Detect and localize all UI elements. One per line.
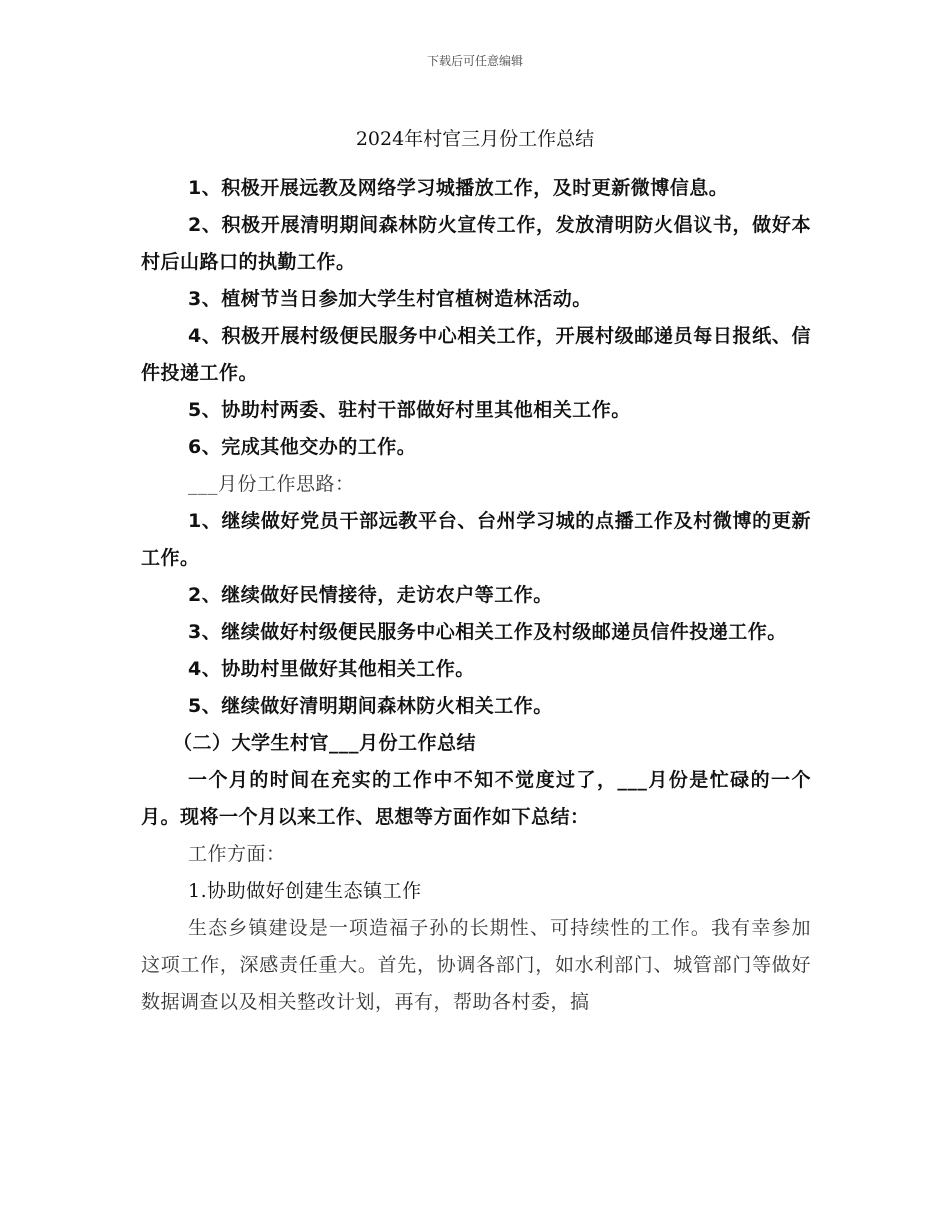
- subsection-heading: 1.协助做好创建生态镇工作: [188, 880, 422, 902]
- paragraph: 2、继续做好民情接待，走访农户等工作。: [188, 584, 553, 606]
- paragraph: 一个月的时间在充实的工作中不知不觉度过了，___月份是忙碌的一个月。现将一个月以来工作、思想等方面作如下总结：: [141, 769, 811, 828]
- paragraph: 2、积极开展清明期间森林防火宣传工作，发放清明防火倡议书，做好本村后山路口的执勤工作。: [141, 214, 811, 273]
- paragraph: 生态乡镇建设是一项造福子孙的长期性、可持续性的工作。我有幸参加这项工作，深感责任重大。首先，协调各部门，如水利部门、城管部门等做好数据调查以及相关整改计划，再有，帮助各村委，搞: [141, 917, 811, 1013]
- paragraph: 4、积极开展村级便民服务中心相关工作，开展村级邮递员每日报纸、信件投递工作。: [141, 325, 811, 384]
- paragraph: 3、植树节当日参加大学生村官植树造林活动。: [188, 288, 592, 310]
- paragraph: 5、协助村两委、驻村干部做好村里其他相关工作。: [188, 399, 631, 421]
- paragraph: 4、协助村里做好其他相关工作。: [188, 658, 475, 680]
- section-heading: （二）大学生村官___月份工作总结: [173, 732, 477, 754]
- paragraph: 6、完成其他交办的工作。: [188, 436, 417, 458]
- page-header: 下载后可任意编辑: [426, 54, 523, 68]
- paragraph: 1、积极开展远教及网络学习城播放工作，及时更新微博信息。: [188, 177, 729, 199]
- document-title: 2024年村官三月份工作总结: [355, 128, 595, 150]
- document-body: [141, 170, 811, 1021]
- paragraph: 1、继续做好党员干部远教平台、台州学习城的点播工作及村微博的更新工作。: [141, 510, 811, 569]
- section-label: 工作方面：: [188, 843, 286, 865]
- paragraph: 3、继续做好村级便民服务中心相关工作及村级邮递员信件投递工作。: [188, 621, 787, 643]
- section-label: ___月份工作思路：: [188, 473, 355, 495]
- paragraph: 5、继续做好清明期间森林防火相关工作。: [188, 695, 553, 717]
